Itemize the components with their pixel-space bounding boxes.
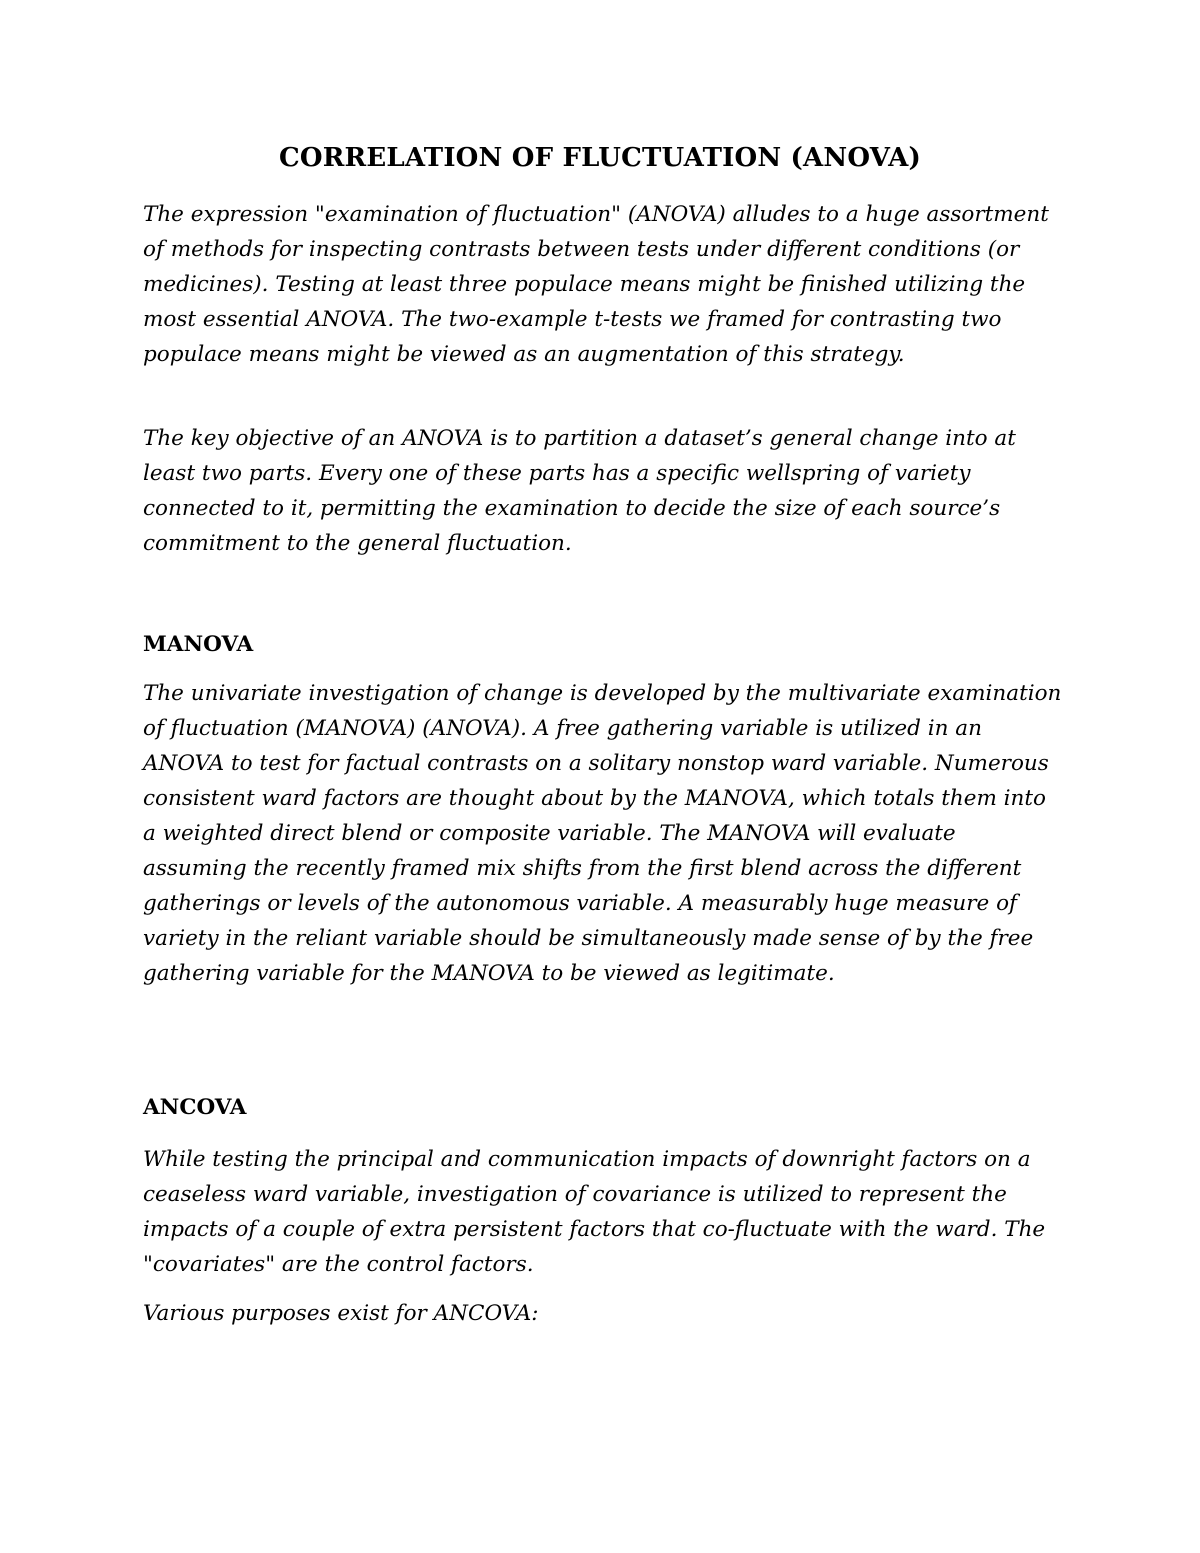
intro-paragraph-1: The expression "examination of fluctuation" (ANOVA) alludes to a huge assortment of methods for inspecting contrasts between tests under different conditions (or medicines). Testing at least three populace means might be finished utilizing the most essential ANOVA. The two-example t-tests we framed for contrasting two populace means might be viewed as an augmentation of this strategy. <box>143 202 1049 367</box>
document-title: CORRELATION OF FLUCTUATION (ANOVA) <box>278 143 922 173</box>
section-heading-manova: MANOVA <box>143 632 254 657</box>
manova-paragraph: The univariate investigation of change is developed by the multivariate examination of fluctuation (MANOVA) (ANOVA). A free gathering variable is utilized in an ANOVA to test for factual contrasts on a solitary nonstop ward variable. Numerous consistent ward factors are thought about by the MANOVA, which totals them into a weighted direct blend or composite variable. The MANOVA will evaluate assuming the recently framed mix shifts from the first blend across the different gatherings or levels of the autonomous variable. A measurably huge measure of variety in the reliant variable should be simultaneously made sense of by the free gathering variable for the MANOVA to be viewed as legitimate. <box>143 681 1062 986</box>
intro-paragraph-2: The key objective of an ANOVA is to partition a dataset’s general change into at least two parts. Every one of these parts has a specific wellspring of variety connected to it, permitting the examination to decide the size of each source’s commitment to the general fluctuation. <box>143 426 1016 556</box>
ancova-paragraph-1: While testing the principal and communication impacts of downright factors on a ceaseless ward variable, investigation of covariance is utilized to represent the impacts of a couple of extra persistent factors that co-fluctuate with the ward. The "covariates" are the control factors. <box>143 1147 1046 1277</box>
section-heading-ancova: ANCOVA <box>143 1095 247 1120</box>
ancova-paragraph-2: Various purposes exist for ANCOVA: <box>143 1301 539 1326</box>
